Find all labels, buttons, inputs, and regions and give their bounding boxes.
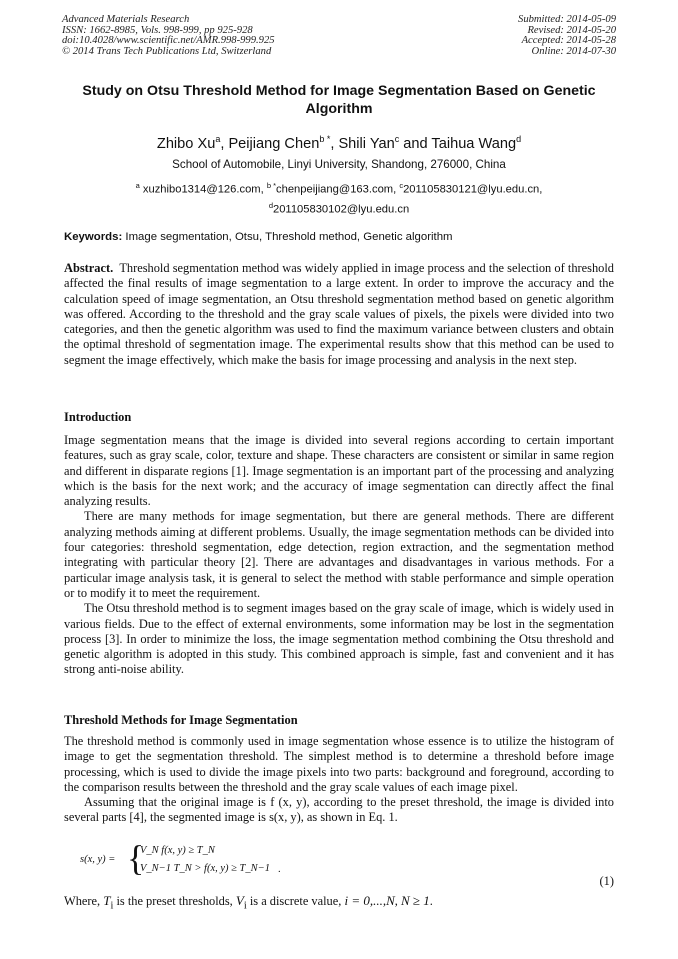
- equation-1: [80, 838, 320, 880]
- copyright-line: © 2014 Trans Tech Publications Ltd, Switzerland: [62, 45, 272, 57]
- email-sup: c: [399, 181, 404, 190]
- online-date: Online: 2014-07-30: [531, 45, 616, 57]
- section-heading-introduction: Introduction: [64, 410, 132, 424]
- abstract-text: Threshold segmentation method was widely applied in image process and the selection of threshold affected the final results of image segmentation to a large extent. In order to improve the accuracy and the calculation speed of image segmentation, an Otsu threshold segmentation method based on genetic algorithm was offered. According to the threshold and the gray scale values of pixels, the pixels were divided into two categories, and then the genetic algorithm was used to find the maximum variance between clusters and obtain the optimal threshold of segmentation image. The experimental results show that this method can be used to segment the image effectively, which make the basis for image processing and analysis in the next step.: [64, 261, 614, 367]
- symbol-v: V: [235, 893, 244, 908]
- keywords-label: Keywords:: [64, 231, 123, 243]
- email-link[interactable]: xuzhibo1314@126.com,: [142, 183, 267, 196]
- journal-name: Advanced Materials Research: [62, 14, 190, 25]
- equation-case-2: V_N−1 T_N > f(x, y) ≥ T_N−1: [140, 863, 270, 874]
- equation-lhs: s(x, y) =: [80, 854, 116, 865]
- where-period: .: [429, 894, 433, 908]
- author-sup: b *: [319, 134, 331, 144]
- where-text: is a discrete value,: [249, 894, 342, 908]
- paragraph: Assuming that the original image is f (x, y), according to the preset threshold, the image is divided into several parts [4], the segmented image is s(x, y), as shown in Eq. 1.: [64, 795, 614, 825]
- publication-dates: [518, 15, 616, 57]
- where-text: Where,: [64, 894, 101, 908]
- submitted-date: Submitted: 2014-05-09: [518, 14, 616, 25]
- subscript-i: i: [110, 900, 114, 912]
- equation-number: (1): [599, 874, 614, 888]
- subscript-i: i: [243, 900, 247, 912]
- email-link[interactable]: 201105830121@lyu.edu.cn,: [403, 183, 543, 196]
- email-sup: b *: [266, 181, 277, 190]
- author-name: Shili Yan: [338, 135, 395, 152]
- where-comma: ,: [394, 894, 398, 908]
- author-separator: and: [399, 135, 432, 152]
- n-condition: N ≥ 1: [400, 893, 430, 908]
- author-separator: ,: [220, 135, 229, 152]
- keywords-text: Image segmentation, Otsu, Threshold method, Genetic algorithm: [125, 231, 453, 243]
- email-link[interactable]: 201105830102@lyu.edu.cn: [272, 203, 410, 216]
- paper-title: Study on Otsu Threshold Method for Image Segmentation Based on Genetic Algorithm: [82, 83, 596, 117]
- paragraph: Image segmentation means that the image is divided into several regions according to certain important features, such as gray scale, color, texture and shape. These characters are consistent or similar in same region and different in disparate regions [1]. Image segmentation is an important part of the processing and analyzing which is the basis for the next work; and the accuracy of image segmentation can directly affect the final analyzing results.: [64, 433, 614, 509]
- author-list: [62, 130, 616, 153]
- author-separator: ,: [330, 135, 339, 152]
- revised-date: Revised: 2014-05-20: [527, 24, 616, 36]
- paragraph: The threshold method is commonly used in image segmentation whose essence is to utilize the histogram of image to get the segmentation threshold. The simplest method is to determine a threshold before image processing, which is used to divide the image pixels into two parts: background and foreground, according to the comparison results between the threshold and the gray scale values of each image pixel.: [64, 734, 614, 794]
- accepted-date: Accepted: 2014-05-28: [521, 35, 616, 47]
- paragraph: There are many methods for image segmentation, but there are general methods. There are different analyzing methods aiming at different problems. Usually, the image segmentation methods can be divided into four categories: threshold segmentation, edge detection, region extraction, and the segmentation method integrating with particular theory [2]. There are advantages and disadvantages in various methods. For a particular image analysis task, it is general to select the method with stable performance and simple operation or to modify it to meet the requirement.: [64, 509, 614, 600]
- doi-line: doi:10.4028/www.scientific.net/AMR.998-999.925: [62, 35, 275, 47]
- journal-info: [62, 15, 275, 57]
- introduction-body: [64, 433, 614, 678]
- author-name: Taihua Wang: [431, 135, 517, 152]
- email-list: [62, 178, 616, 217]
- threshold-body: [64, 734, 614, 826]
- author-sup: c: [394, 134, 400, 144]
- author-sup: a: [215, 134, 221, 144]
- email-link[interactable]: chenpeijiang@163.com,: [276, 183, 400, 196]
- email-sup: a: [135, 181, 140, 190]
- author-name: Zhibo Xu: [156, 135, 216, 152]
- author-sup: d: [516, 134, 522, 144]
- issn-line: ISSN: 1662-8985, Vols. 998-999, pp 925-928: [62, 24, 253, 36]
- equation-period: .: [278, 864, 281, 875]
- index-range: i = 0,...,N: [344, 893, 395, 908]
- where-clause: [64, 893, 433, 914]
- section-heading-threshold-methods: Threshold Methods for Image Segmentation: [64, 713, 298, 727]
- paragraph: The Otsu threshold method is to segment images based on the gray scale of image, which is widely used in various fields. Due to the effect of external environments, some information may be lost in the segmentation process [3]. In order to minimize the loss, the image segmentation method combining the Otsu threshold and genetic algorithm is adopted in this study. This combined approach is simple, fast and convenient and it has strong anti-noise ability.: [64, 601, 614, 677]
- email-sup: d: [268, 200, 273, 210]
- abstract-label: Abstract.: [64, 261, 114, 275]
- symbol-t: T: [103, 893, 111, 908]
- keywords: [64, 230, 616, 245]
- equation-case-1: V_N f(x, y) ≥ T_N: [140, 845, 215, 856]
- author-name: Peijiang Chen: [228, 135, 320, 152]
- where-text: is the preset thresholds,: [116, 894, 233, 908]
- abstract: [64, 261, 614, 368]
- affiliation: School of Automobile, Linyi University, Shandong, 276000, China: [172, 158, 506, 171]
- equation-brace: {: [127, 838, 145, 878]
